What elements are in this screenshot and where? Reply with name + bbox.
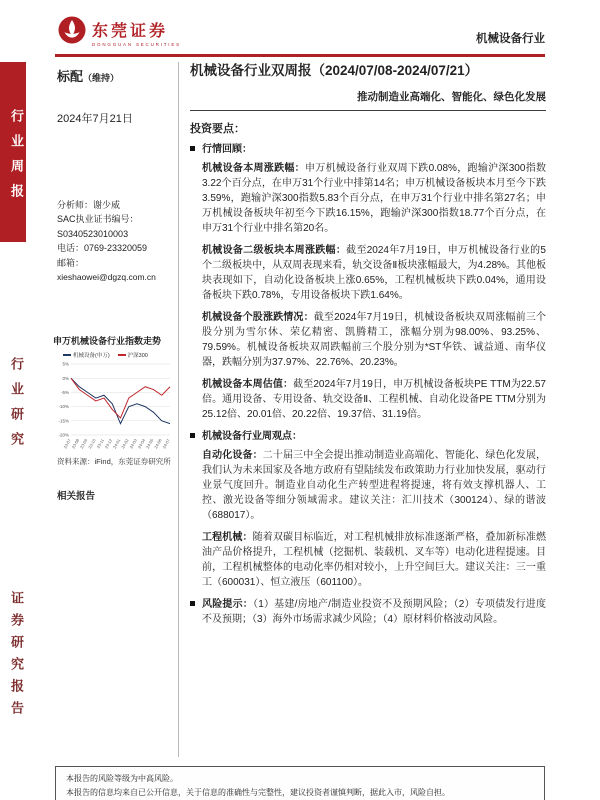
section-market-review: 行情回顾： [202, 142, 546, 157]
line-chart-canvas [53, 360, 173, 452]
svg-text:-5%: -5% [60, 390, 69, 395]
report-date: 2024年7月21日 [57, 113, 133, 125]
related-reports-label: 相关报告 [57, 491, 96, 502]
legend-item-csi300: 沪深300 [118, 351, 148, 359]
bullet-square-icon [190, 601, 195, 606]
legend-swatch-machinery [63, 354, 71, 356]
svg-text:23-10: 23-10 [87, 438, 97, 450]
svg-text:-10%: -10% [58, 404, 69, 410]
svg-text:24-05: 24-05 [144, 438, 155, 450]
para-subsector-change: 机械设备二级板块本周涨跌幅：截至2024年7月19日，申万机械设备行业的5个二级板块中，从双周表现来看，轨交设备Ⅱ板块涨幅最大，为4.28%。其他板块表现如下，自动化设备板块上涨0.65%，工程机械板块下跌0.04%，通用设备板块下跌0.78%，专用设备板块下跌1.64%。 [202, 244, 546, 301]
bullet-square-icon [190, 146, 195, 151]
svg-text:-15%: -15% [58, 418, 69, 424]
sidebar-band-industry-research: 行业研究 [9, 357, 24, 457]
bullet-square-icon [190, 433, 195, 438]
report-body [190, 62, 546, 627]
svg-text:23-11: 23-11 [95, 438, 105, 450]
brand-name-cn: 东莞证券 [92, 23, 169, 40]
svg-text:24-03: 24-03 [128, 438, 138, 450]
disclaimer-info-source: 本报告的信息均来自已公开信息，关于信息的准确性与完整性，建议投资者谨慎判断，据此入市，风险自担。 [66, 787, 450, 797]
para-construction-machinery: 工程机械：随着双碳目标临近，对工程机械排放标准逐渐严格，叠加新标准燃油产品价格提升，工程机械（挖掘机、装载机、叉车等）电动化进程提速。目前，工程机械整体的电动化率仍相对较小，上升空间巨大。建议关注：三一重工（600031）、恒立液压（601100）。 [202, 531, 547, 588]
svg-text:23-09: 23-09 [78, 438, 89, 450]
brand-header [58, 16, 181, 49]
key-points-label: 投资要点： [190, 122, 245, 135]
para-valuation: 机械设备本周估值：截至2024年7月19日，申万机械设备板块PE TTM为22.57倍。通用设备、专用设备、轨交设备Ⅱ、工程机械、自动化设备PE TTM分别为25.12倍、20.01倍、20.22倍、19.37倍、31.19倍。 [202, 378, 546, 420]
industry-index-chart [53, 334, 175, 457]
analyst-email-link[interactable]: xieshaowei@dgzq.com.cn [57, 271, 156, 282]
dongguan-securities-logo-icon [58, 16, 86, 49]
svg-text:24-02: 24-02 [120, 438, 130, 450]
svg-text:24-07: 24-07 [161, 438, 171, 450]
header-rule [55, 54, 545, 57]
brand-name-en: DONGGUAN SECURITIES [92, 42, 181, 47]
header-industry-label: 机械设备行业 [476, 33, 545, 45]
svg-text:23-07: 23-07 [62, 438, 72, 450]
analyst-block [57, 198, 175, 285]
para-stock-movers: 机械设备个股涨跌情况：截至2024年7月19日，机械设备板块双周涨幅前三个股分别为雪尔休、荣亿精密、凯腾精工，涨幅分别为98.00%、93.25%、79.59%。机械设备板块双周跌幅前三个股分别为*ST华铁、诚益通、南华仪器，跌幅分别为37.97%、22.76%、20.23%。 [202, 311, 547, 368]
chart-legend [63, 351, 175, 359]
email-label: 邮箱： [57, 257, 85, 268]
svg-text:23-12: 23-12 [103, 438, 114, 450]
sidebar-band-securities-research-report: 证券研究报告 [9, 591, 24, 723]
rating-note: （维持） [83, 73, 120, 83]
section-weekly-view: 机械设备行业周观点： [202, 429, 546, 444]
svg-text:0%: 0% [62, 375, 69, 381]
disclaimer-risk-level: 本报告的风险等级为中高风险。 [66, 774, 178, 783]
sac-number: S0340523010003 [57, 228, 129, 239]
chart-source-note: 资料来源：iFind，东莞证券研究所 [57, 457, 171, 466]
analyst-phone: 电话：0769-23320059 [57, 243, 148, 254]
report-title: 机械设备行业双周报（2024/07/08-2024/07/21） [190, 63, 479, 78]
svg-text:-20%: -20% [58, 432, 69, 438]
report-content [190, 142, 546, 627]
svg-text:24-04: 24-04 [136, 438, 147, 450]
column-divider [178, 62, 179, 757]
svg-text:24-06: 24-06 [153, 438, 163, 450]
legend-swatch-csi300 [118, 354, 126, 356]
chart-title: 申万机械设备行业指数走势 [53, 336, 162, 346]
report-subtitle: 推动制造业高端化、智能化、绿色化发展 [190, 89, 546, 111]
footer-disclaimer [55, 766, 545, 800]
para-automation-equipment: 自动化设备：二十届三中全会提出推动制造业高端化、智能化、绿色化发展，我们认为未来国家及各地方政府有望陆续发布政策助力行业加快发展，驱动行业景气度回升。制造业自动化生产转型进程将提速，将有效支撑机器人、工控、激光设备等细分领域需求。建议关注：汇川技术（300124）、绿的谐波（688017）。 [202, 449, 547, 521]
legend-item-machinery: 机械设备(申万) [63, 351, 110, 359]
sidebar-band-industry-weekly: 行业周报 [0, 62, 26, 242]
svg-text:5%: 5% [62, 361, 69, 367]
svg-text:23-08: 23-08 [70, 438, 81, 450]
sac-label: SAC执业证书编号： [57, 214, 139, 225]
para-weekly-change: 机械设备本周涨跌幅：申万机械设备行业双周下跌0.08%，跑输沪深300指数3.22个百分点，在申万31个行业中排第14名；申万机械设备板块本月至今下跌3.59%，跑输沪深300指数5.83个百分点，在申万31个行业中排名第27名；申万机械设备板块年初至今下跌16.15%，跑输沪深300指数18.77个百分点，在申万31个行业中排名第20名。 [202, 162, 546, 234]
rating-label: 标配（维持） [57, 69, 120, 84]
analyst-name: 分析师：谢少威 [57, 200, 121, 210]
svg-text:24-01: 24-01 [111, 438, 122, 450]
section-risk-warning: 风险提示：（1）基建/房地产/制造业投资不及预期风险；（2）专项债发行进度不及预期；（3）海外市场需求减少风险；（4）原材料价格波动风险。 [202, 597, 546, 627]
